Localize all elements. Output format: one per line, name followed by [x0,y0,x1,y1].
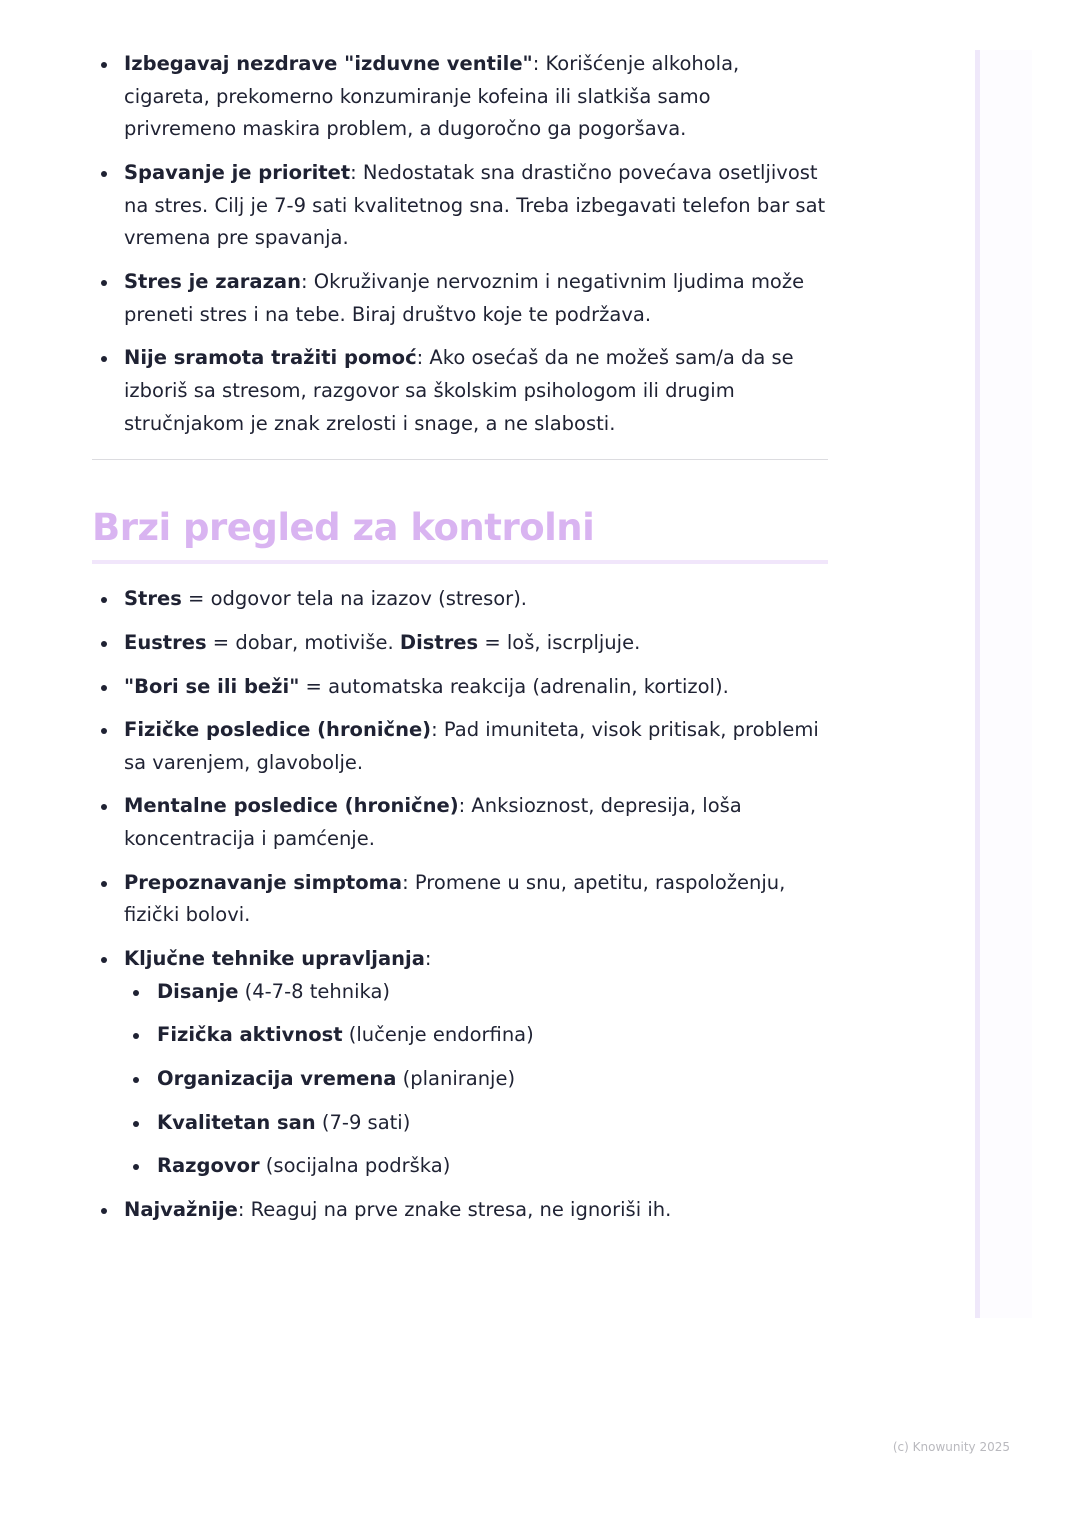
item-term: Najvažnije [124,1197,238,1221]
item-term: Organizacija vremena [157,1066,397,1090]
tips-list [92,48,828,440]
section-heading: Brzi pregled za kontrolni [92,506,828,564]
techniques-sublist [124,976,828,1183]
item-text: (socijalna podrška) [259,1154,451,1178]
item-text: : Pad imuniteta, visok pritisak, problemi sa varenjem, glavobolje. [124,718,819,774]
sublist-item [124,1019,828,1052]
item-term: Disanje [157,979,239,1003]
list-item [92,627,828,660]
item-term: Razgovor [157,1154,260,1178]
item-text: : Ako osećaš da ne možeš sam/a da se izboriš sa stresom, razgovor sa školskim psihologom ili drugim stručnjakom je znak zrelosti i snage, a ne slabosti. [124,346,794,435]
list-item [92,867,828,932]
item-term: Prepoznavanje simptoma [124,870,403,894]
side-panel [975,50,1032,1318]
list-item [92,342,828,440]
list-item [92,714,828,779]
item-term: Izbegavaj nezdrave "izduvne ventile" [124,52,533,75]
section-divider [92,459,828,460]
item-text: : [424,947,432,971]
item-term: Fizičke posledice (hronične) [124,718,432,742]
sublist-item [124,1107,828,1140]
list-item [92,1194,828,1227]
item-text: = odgovor tela na izazov (stresor). [181,587,528,611]
item-term: Stres [124,587,182,611]
list-item [92,266,828,331]
item-text: (4-7-8 tehnika) [238,979,391,1003]
list-item [92,157,828,255]
sublist-item [124,1063,828,1096]
list-item [92,48,828,146]
sublist-item [124,976,828,1009]
item-term: "Bori se ili beži" [124,674,300,698]
item-text: : Okruživanje nervoznim i negativnim ljudima može preneti stres i na tebe. Biraj društvo koje te podržava. [124,270,805,326]
item-text: : Reaguj na prve znake stresa, ne ignoriši ih. [237,1197,672,1221]
item-text: = dobar, motiviše. [206,631,400,654]
item-text: (planiranje) [396,1066,516,1090]
item-term: Nije sramota tražiti pomoć [124,346,417,370]
review-list [92,583,828,1226]
item-text: : Anksioznost, depresija, loša koncentracija i pamćenje. [124,794,742,851]
list-item [92,943,828,1183]
item-text: : Nedostatak sna drastično povećava osetljivost na stres. Cilj je 7-9 sati kvalitetnog sna. Treba izbegavati telefon bar sat vremena pre spavanja. [124,161,826,250]
item-text: (7-9 sati) [315,1110,411,1134]
item-term: Spavanje je prioritet [124,161,351,184]
sublist-item [124,1150,828,1183]
item-text: : Korišćenje alkohola, cigareta, prekomerno konzumiranje kofeina ili slatkiša samo privremeno maskira problem, a dugoročno ga pogoršava. [124,52,740,141]
item-text: = loš, iscrpljuje. [478,631,641,654]
item-term: Distres [399,631,479,654]
item-text: : Promene u snu, apetitu, raspoloženju, fizički bolovi. [124,870,786,927]
item-term: Ključne tehnike upravljanja [124,947,425,971]
item-term: Mentalne posledice (hronične) [124,794,459,818]
item-term: Eustres [124,631,207,654]
copyright-footer: (c) Knowunity 2025 [892,1440,1010,1454]
list-item [92,790,828,855]
list-item [92,671,828,704]
item-text: = automatska reakcija (adrenalin, kortizol). [299,674,729,698]
document-content [92,48,828,1237]
item-term: Fizička aktivnost [157,1023,343,1047]
list-item [92,583,828,616]
item-text: (lučenje endorfina) [342,1023,534,1047]
item-term: Kvalitetan san [157,1110,316,1134]
item-term: Stres je zarazan [124,270,301,293]
